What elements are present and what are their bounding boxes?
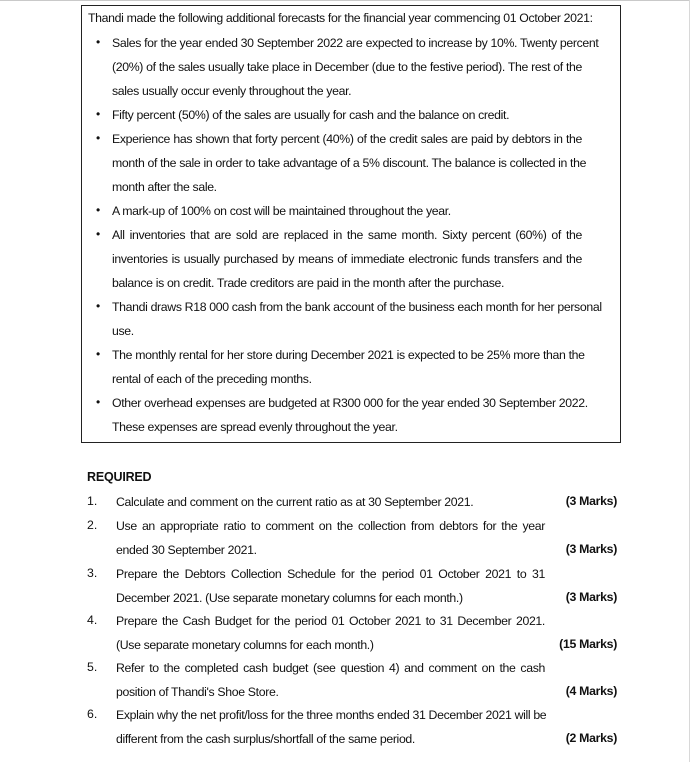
bullet-item (96, 227, 582, 299)
question-marks: (3 Marks) (565, 542, 617, 556)
question-marks: (15 Marks) (559, 637, 617, 651)
bullet-line: Thandi draws R18 000 cash from the bank account of the business each month for her personal (112, 300, 602, 314)
bullet-line: Sales for the year ended 30 September 2022 are expected to increase by 10%. Twenty percent (112, 36, 599, 50)
required-heading: REQUIRED (87, 470, 152, 484)
question-number: 3. (87, 566, 98, 580)
bullet-item (96, 299, 602, 347)
question-number: 6. (87, 707, 98, 721)
bullet-icon: • (96, 203, 101, 217)
bullet-line: Experience has shown that forty percent (40%) of the credit sales are paid by debtors in the (112, 132, 582, 146)
question-line: December 2021. (Use separate monetary columns for each month.) (116, 591, 463, 605)
bullet-icon: • (96, 131, 101, 145)
question-number: 1. (87, 494, 98, 508)
bullet-item (96, 35, 599, 107)
bullet-line: sales usually occur evenly throughout the year. (112, 84, 352, 98)
bullet-line: Other overhead expenses are budgeted at R300 000 for the year ended 30 September 2022. (112, 396, 588, 410)
question-line: Use an appropriate ratio to comment on the collection from debtors for the year (116, 519, 545, 533)
question-number: 2. (87, 518, 98, 532)
bullet-line: month after the sale. (112, 180, 217, 194)
question-line: Prepare the Debtors Collection Schedule for the period 01 October 2021 to 31 (116, 567, 545, 581)
bullet-line: All inventories that are sold are replaced in the same month. Sixty percent (60%) of the (112, 228, 582, 242)
bullet-line: A mark-up of 100% on cost will be maintained throughout the year. (112, 204, 451, 218)
question-marks: (2 Marks) (565, 731, 617, 745)
bullet-line: inventories is usually purchased by means of immediate electronic funds transfers and the (112, 252, 582, 266)
question-line: Prepare the Cash Budget for the period 01 October 2021 to 31 December 2021. (116, 614, 545, 628)
bullet-item (96, 395, 588, 443)
bullet-icon: • (96, 395, 101, 409)
question-line: Explain why the net profit/loss for the three months ended 31 December 2021 will be (116, 708, 547, 722)
bullet-item (96, 347, 585, 395)
forecast-intro: Thandi made the following additional forecasts for the financial year commencing 01 October 2021: (88, 11, 593, 25)
bullet-line: Fifty percent (50%) of the sales are usually for cash and the balance on credit. (112, 108, 510, 122)
bullet-icon: • (96, 227, 101, 241)
bullet-item (96, 131, 587, 203)
bullet-icon: • (96, 107, 101, 121)
bullet-line: use. (112, 324, 134, 338)
question-line: Calculate and comment on the current ratio as at 30 September 2021. (116, 495, 474, 509)
bullet-item (96, 107, 582, 131)
question-number: 4. (87, 613, 98, 627)
question-number: 5. (87, 660, 98, 674)
bullet-line: (20%) of the sales usually take place in December (due to the festive period). The rest of the (112, 60, 582, 74)
bullet-line: The monthly rental for her store during December 2021 is expected to be 25% more than the (112, 348, 585, 362)
bullet-line: month of the sale in order to take advantage of a 5% discount. The balance is collected in the (112, 156, 587, 170)
bullet-item (96, 203, 582, 227)
question-marks: (3 Marks) (565, 590, 617, 604)
question-line: ended 30 September 2021. (116, 543, 257, 557)
question-line: position of Thandi's Shoe Store. (116, 685, 279, 699)
bullet-line: These expenses are spread evenly throughout the year. (112, 420, 398, 434)
bullet-line: balance is on credit. Trade creditors are paid in the month after the purchase. (112, 276, 505, 290)
question-line: different from the cash surplus/shortfall of the same period. (116, 732, 415, 746)
bullet-icon: • (96, 299, 101, 313)
question-marks: (3 Marks) (565, 494, 617, 508)
bullet-icon: • (96, 347, 101, 361)
bullet-line: rental of each of the preceding months. (112, 372, 312, 386)
forecast-box (81, 5, 621, 443)
question-line: Refer to the completed cash budget (see question 4) and comment on the cash (116, 661, 545, 675)
page-top-border (0, 0, 690, 1)
question-line: (Use separate monetary columns for each month.) (116, 638, 374, 652)
question-marks: (4 Marks) (565, 684, 617, 698)
bullet-icon: • (96, 35, 101, 49)
